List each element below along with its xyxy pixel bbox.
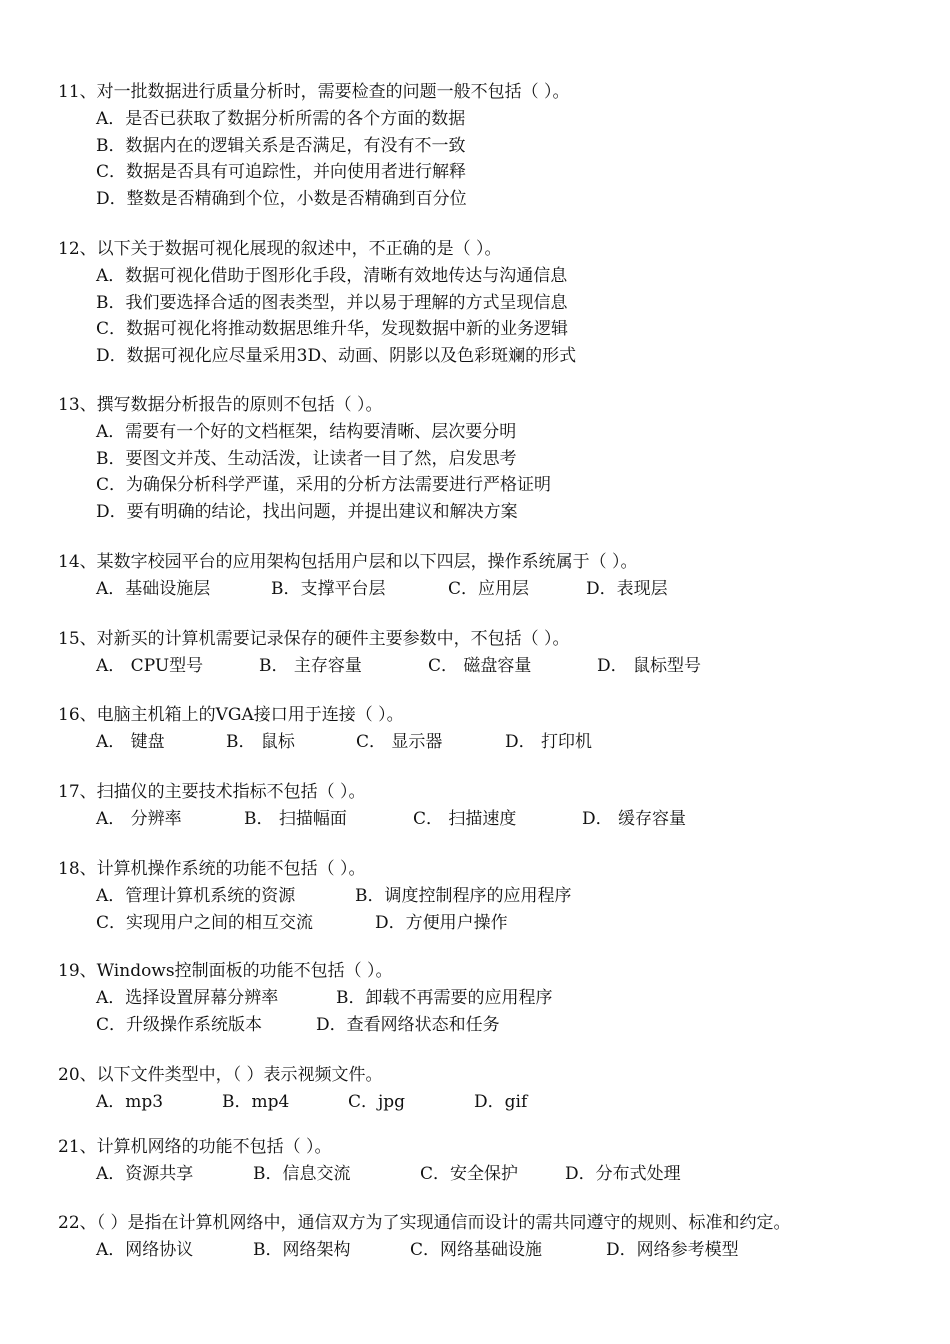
question-stem: 22、（ ）是指在计算机网络中，通信双方为了实现通信而设计的需共同遵守的规则、标准和约定。 xyxy=(58,1213,791,1233)
option-a: A．网络协议 xyxy=(96,1240,194,1260)
option-b: B． 主存容量 xyxy=(259,656,362,676)
option-line xyxy=(96,985,938,1012)
option-d: D． 鼠标型号 xyxy=(597,656,702,676)
option-a: A．需要有一个好的文档框架，结构要清晰、层次要分明 xyxy=(96,422,517,442)
option-line xyxy=(96,1161,938,1188)
question-stem: 19、Windows控制面板的功能不包括（ ）。 xyxy=(58,961,393,981)
option-b: B．网络架构 xyxy=(253,1240,351,1260)
option-a: A．数据可视化借助于图形化手段，清晰有效地传达与沟通信息 xyxy=(96,266,568,286)
option-list xyxy=(58,1237,938,1264)
option-a: A． 分辨率 xyxy=(96,809,182,829)
question-stem: 16、电脑主机箱上的VGA接口用于连接（ ）。 xyxy=(58,705,404,725)
question-stem: 21、计算机网络的功能不包括（ ）。 xyxy=(58,1137,332,1157)
option-line xyxy=(96,1012,938,1039)
option-b: B． 扫描幅面 xyxy=(244,809,347,829)
option-a: A．是否已获取了数据分析所需的各个方面的数据 xyxy=(96,109,466,129)
option-list xyxy=(58,806,938,833)
option-line xyxy=(96,1237,938,1264)
option-b: B．mp4 xyxy=(222,1092,290,1112)
option-b: B． 鼠标 xyxy=(226,732,295,752)
question-22 xyxy=(58,1210,938,1264)
option-list xyxy=(58,1089,938,1116)
option-d: D．gif xyxy=(474,1092,528,1112)
option-c: C．数据是否具有可追踪性，并向使用者进行解释 xyxy=(96,162,467,182)
question-17 xyxy=(58,779,938,833)
option-c: C． 扫描速度 xyxy=(413,809,517,829)
option-list xyxy=(58,985,938,1038)
question-14 xyxy=(58,549,938,603)
option-a: A．管理计算机系统的资源 xyxy=(96,886,296,906)
option-b: B．要图文并茂、生动活泼，让读者一目了然，启发思考 xyxy=(96,448,517,469)
option-list xyxy=(58,576,938,603)
option-b: B．数据内在的逻辑关系是否满足，有没有不一致 xyxy=(96,135,466,156)
option-d: D．要有明确的结论，找出问题，并提出建议和解决方案 xyxy=(96,501,518,522)
option-d: D． 打印机 xyxy=(505,732,593,752)
option-c: C．升级操作系统版本 xyxy=(96,1014,263,1035)
option-c: C．安全保护 xyxy=(420,1164,519,1184)
option-c: C．实现用户之间的相互交流 xyxy=(96,912,314,933)
option-c: C． 磁盘容量 xyxy=(428,656,532,676)
option-d: D．网络参考模型 xyxy=(606,1240,739,1260)
option-a: A．基础设施层 xyxy=(96,579,211,599)
option-b: B．卸载不再需要的应用程序 xyxy=(336,988,553,1008)
option-line xyxy=(96,910,938,937)
question-12 xyxy=(58,236,938,369)
option-line xyxy=(96,653,938,680)
option-c: C． 显示器 xyxy=(356,732,443,752)
question-stem: 11、对一批数据进行质量分析时，需要检查的问题一般不包括（ ）。 xyxy=(58,82,570,102)
option-d: D．查看网络状态和任务 xyxy=(316,1014,500,1035)
option-a: A． 键盘 xyxy=(96,732,165,752)
question-stem: 12、以下关于数据可视化展现的叙述中，不正确的是（ ）。 xyxy=(58,239,502,259)
option-c: C．为确保分析科学严谨，采用的分析方法需要进行严格证明 xyxy=(96,475,552,495)
option-c: C．jpg xyxy=(348,1092,406,1112)
option-line xyxy=(96,883,938,910)
question-21 xyxy=(58,1134,938,1188)
option-a: A．mp3 xyxy=(96,1092,164,1112)
option-line xyxy=(96,1089,938,1116)
option-d: D．表现层 xyxy=(586,579,668,599)
option-d: D．方便用户操作 xyxy=(375,912,508,933)
option-list xyxy=(58,106,938,212)
option-list xyxy=(58,419,938,525)
option-c: C．应用层 xyxy=(448,579,530,599)
question-19 xyxy=(58,958,938,1038)
option-a: A．资源共享 xyxy=(96,1164,194,1184)
question-stem: 20、以下文件类型中，（ ）表示视频文件。 xyxy=(58,1065,383,1085)
option-b: B．信息交流 xyxy=(253,1164,351,1184)
option-list xyxy=(58,729,938,756)
question-stem: 18、计算机操作系统的功能不包括（ ）。 xyxy=(58,859,366,879)
question-13 xyxy=(58,392,938,525)
question-stem: 13、撰写数据分析报告的原则不包括（ ）。 xyxy=(58,395,383,415)
option-d: D．整数是否精确到个位，小数是否精确到百分位 xyxy=(96,188,467,209)
question-stem: 14、某数字校园平台的应用架构包括用户层和以下四层，操作系统属于（ ）。 xyxy=(58,552,638,572)
option-line xyxy=(96,576,938,603)
option-d: D． 缓存容量 xyxy=(582,809,687,829)
option-b: B．我们要选择合适的图表类型，并以易于理解的方式呈现信息 xyxy=(96,292,568,313)
option-c: C．网络基础设施 xyxy=(410,1240,543,1260)
option-d: D．分布式处理 xyxy=(565,1164,681,1184)
option-b: B．支撑平台层 xyxy=(271,579,386,599)
question-18 xyxy=(58,856,938,936)
option-b: B．调度控制程序的应用程序 xyxy=(355,886,572,906)
question-20 xyxy=(58,1062,938,1116)
question-16 xyxy=(58,702,938,756)
question-stem: 15、对新买的计算机需要记录保存的硬件主要参数中，不包括（ ）。 xyxy=(58,629,570,649)
option-d: D．数据可视化应尽量采用3D、动画、阴影以及色彩斑斓的形式 xyxy=(96,345,577,366)
option-line xyxy=(96,729,938,756)
question-stem: 17、扫描仪的主要技术指标不包括（ ）。 xyxy=(58,782,366,802)
option-list xyxy=(58,1161,938,1188)
option-list xyxy=(58,263,938,369)
option-line xyxy=(96,806,938,833)
option-list xyxy=(58,883,938,936)
option-list xyxy=(58,653,938,680)
option-c: C．数据可视化将推动数据思维升华，发现数据中新的业务逻辑 xyxy=(96,319,569,339)
option-a: A．选择设置屏幕分辨率 xyxy=(96,988,279,1008)
question-15 xyxy=(58,626,938,680)
option-a: A． CPU型号 xyxy=(96,656,204,676)
question-11 xyxy=(58,79,938,212)
